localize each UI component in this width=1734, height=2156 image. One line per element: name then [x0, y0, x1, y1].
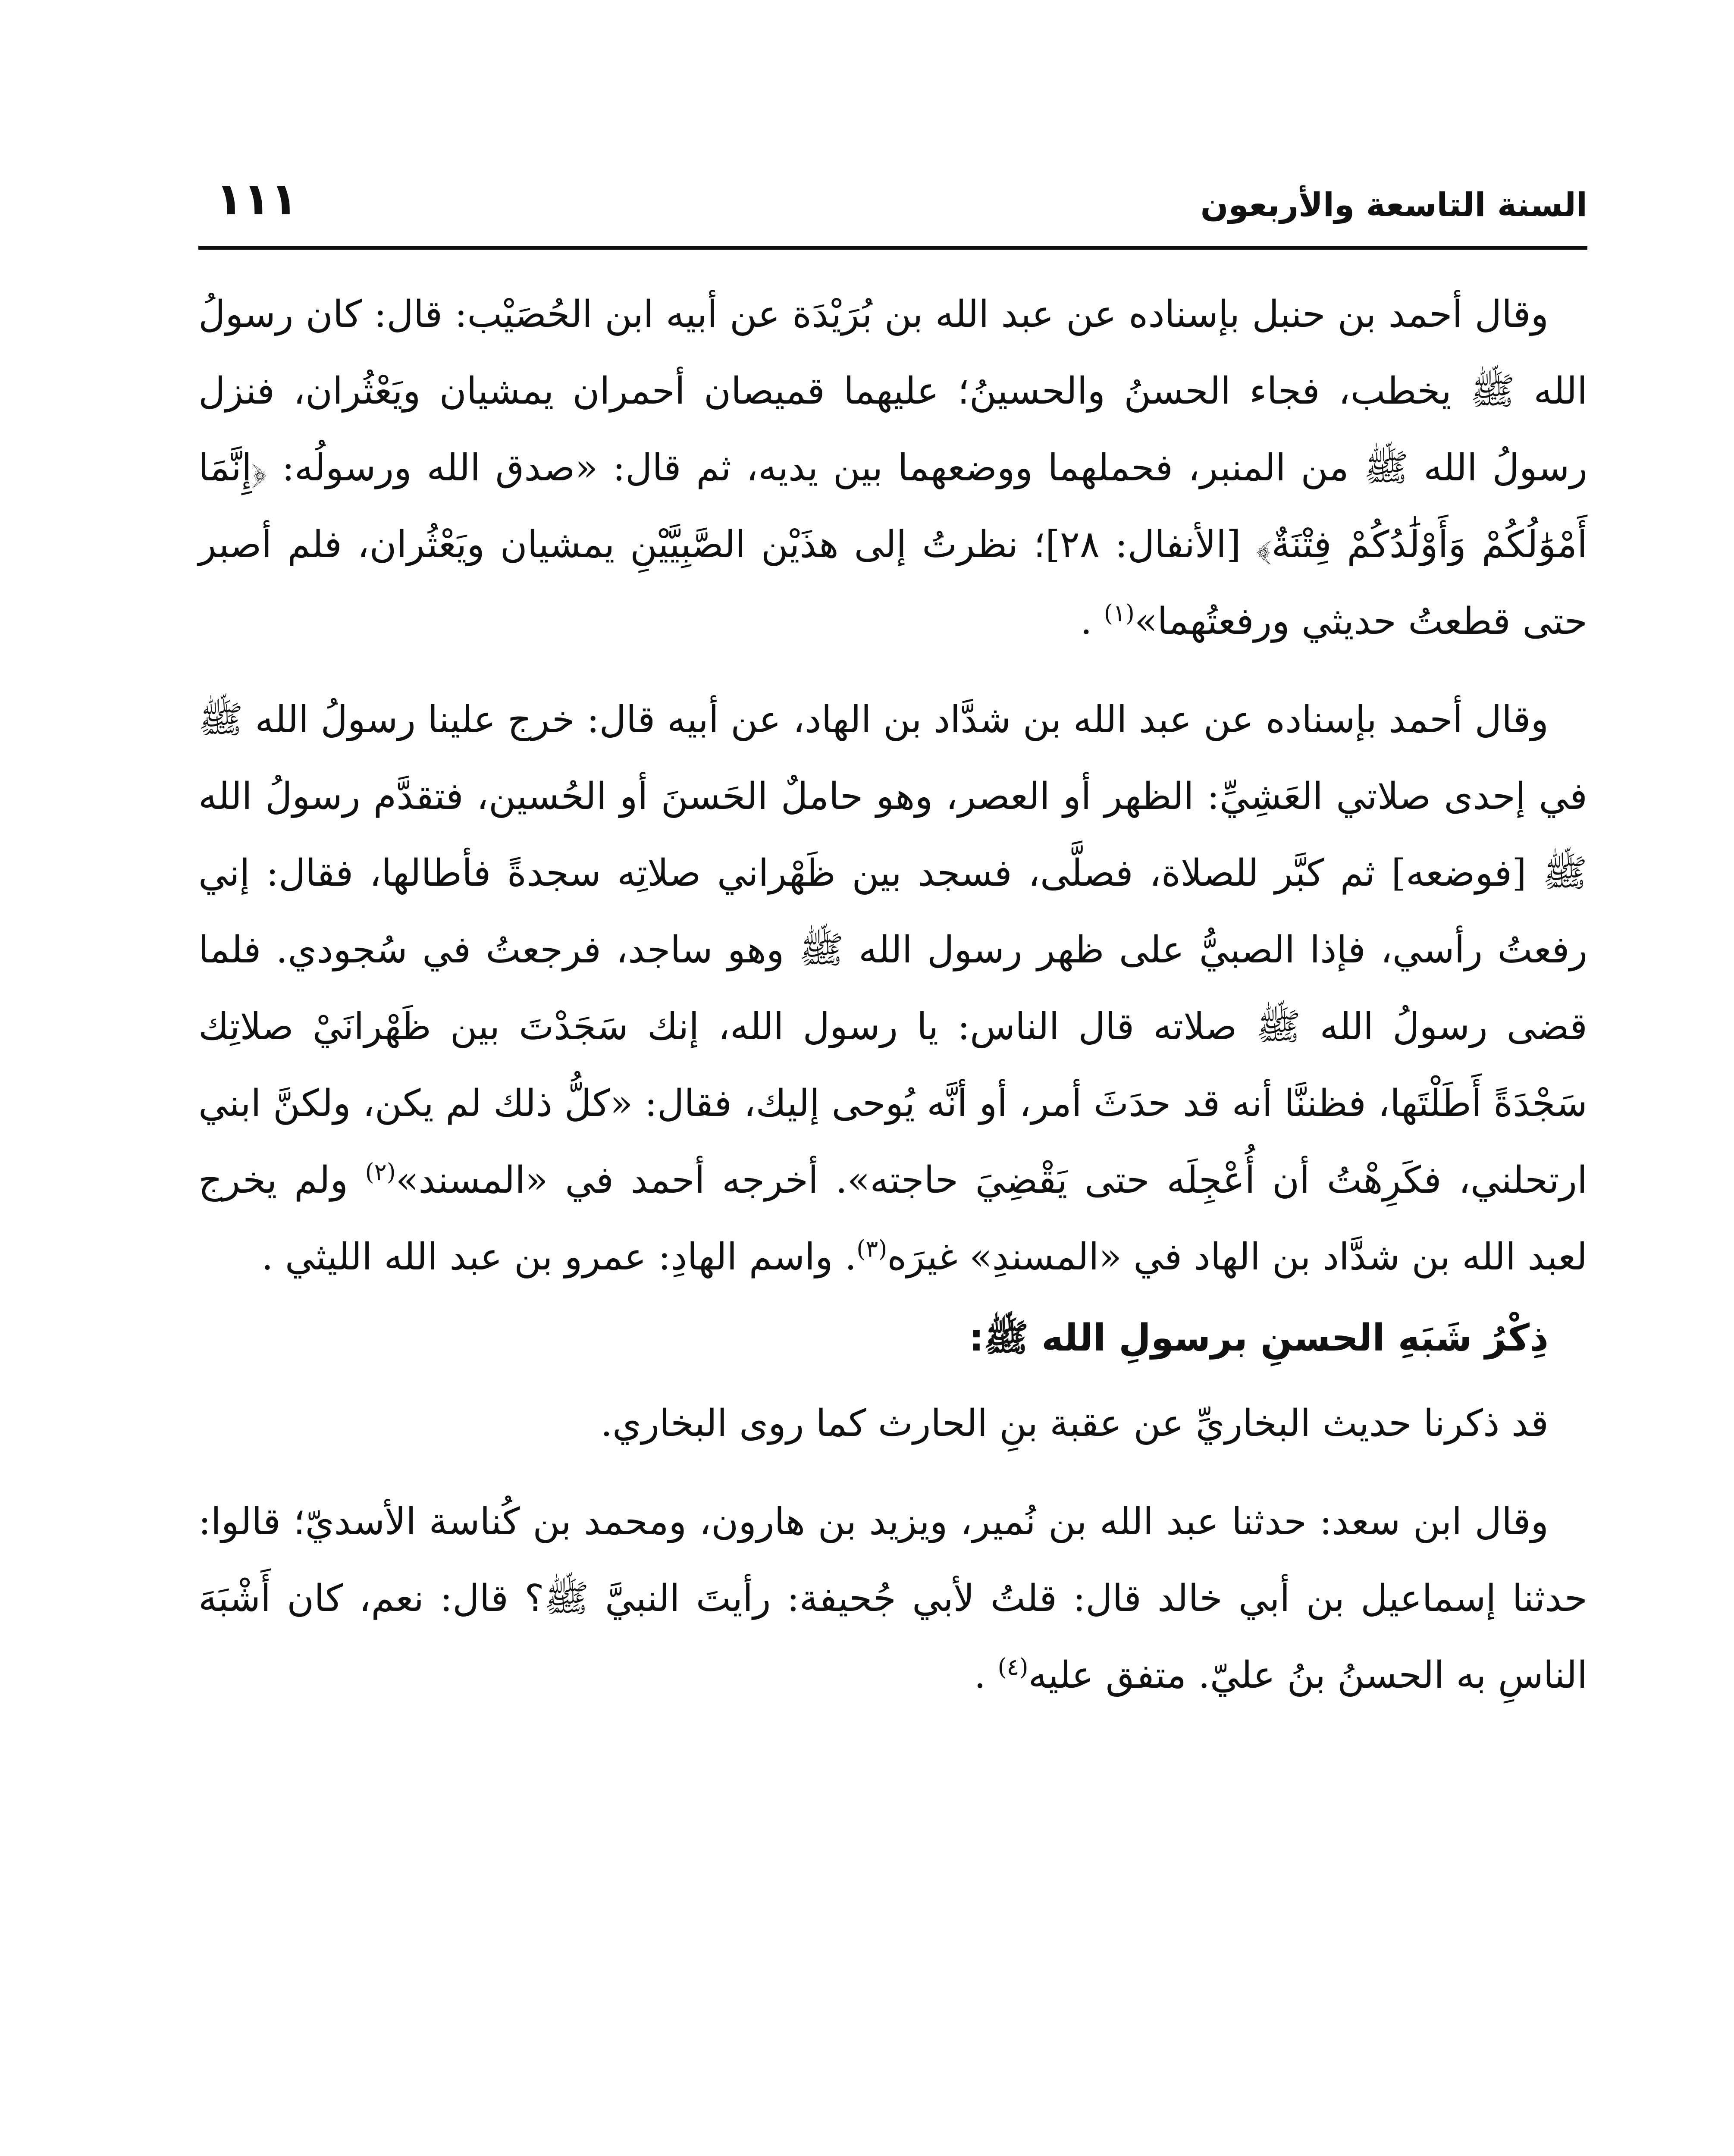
header-divider: [198, 246, 1587, 250]
running-header: [198, 172, 1587, 246]
main-text: [198, 276, 1587, 1735]
paragraph-ibn-saad: [198, 1483, 1587, 1714]
paragraph-ahmad-buraidah: [198, 276, 1587, 660]
footnote-ref-2: (٢): [365, 1158, 396, 1186]
running-header-title: السنة التاسعة والأربعون: [1200, 185, 1587, 224]
paragraph-text: وقال أحمد بن حنبل بإسناده عن عبد الله بن بُرَيْدَة عن أبيه ابن الحُصَيْب: قال: كان رسولُ الله ﷺ يخطب، فجاء الحسنُ والحسينُ؛ عليهما قميصان أحمران يمشيان ويَعْثُران، فنزل رسولُ الله ﷺ من المنبر، فحملهما ووضعهما بين يديه، ثم قال: «صدق الله ورسولُه: ﴿إِنَّمَا أَمْوَٰلُكُمْ وَأَوْلَٰدُكُمْ فِتْنَةٌ﴾ [الأنفال: ٢٨]؛ نظرتُ إلى هذَيْن الصَّبِيَّيْنِ يمشيان ويَعْثُران، فلم أصبر حتى قطعتُ حديثي ورفعتُهما»: [198, 293, 1588, 643]
paragraph-text-continued: ولم يخرج لعبد الله بن شدَّاد بن الهاد في «المسندِ» غيرَه: [198, 1159, 1587, 1279]
section-heading: ذِكْرُ شَبَهِ الحسنِ برسولِ الله ﷺ:: [969, 1316, 1549, 1360]
paragraph-ahmad-shaddad: [198, 681, 1587, 1295]
paragraph-bukhari: قد ذكرنا حديث البخاريِّ عن عقبة بنِ الحارث كما روى البخاري.: [600, 1402, 1549, 1445]
footnote-ref-3: (٣): [856, 1235, 887, 1263]
paragraph-end: .: [974, 1654, 986, 1697]
paragraph-text-tail: . واسم الهادِ: عمرو بن عبد الله الليثي .: [261, 1235, 857, 1279]
footnote-ref-1: (١): [1104, 599, 1135, 627]
paragraph-text: وقال ابن سعد: حدثنا عبد الله بن نُمير، ويزيد بن هارون، ومحمد بن كُناسة الأسديّ؛ قالوا: حدثنا إسماعيل بن أبي خالد قال: قلتُ لأبي جُحيفة: رأيتَ النبيَّ ﷺ؟ قال: نعم، كان أَشْبَهَ الناسِ به الحسنُ بنُ عليّ. متفق عليه: [198, 1500, 1587, 1697]
footnote-ref-4: (٤): [997, 1653, 1028, 1681]
paragraph-text: وقال أحمد بإسناده عن عبد الله بن شدَّاد بن الهاد، عن أبيه قال: خرج علينا رسولُ الله ﷺ في إحدى صلاتي العَشِيِّ: الظهر أو العصر، وهو حاملٌ الحَسنَ أو الحُسين، فتقدَّم رسولُ الله ﷺ [فوضعه] ثم كبَّر للصلاة، فصلَّى، فسجد بين ظَهْراني صلاتِه سجدةً فأطالها، فقال: إني رفعتُ رأسي، فإذا الصبيُّ على ظهر رسول الله ﷺ وهو ساجد، فرجعتُ في سُجودي. فلما قضى رسولُ الله ﷺ صلاته قال الناس: يا رسول الله، إنك سَجَدْتَ بين ظَهْرانَيْ صلاتِك سَجْدَةً أَطَلْتَها، فظننَّا أنه قد حدَثَ أمر، أو أنَّه يُوحى إليك، فقال: «كلُّ ذلك لم يكن، ولكنَّ ابني ارتحلني، فكَرِهْتُ أن أُعْجِلَه حتى يَقْضِيَ حاجته». أخرجه أحمد في «المسند»: [198, 698, 1587, 1202]
page-number: ١١١: [216, 172, 298, 225]
paragraph-end: .: [1080, 600, 1092, 643]
